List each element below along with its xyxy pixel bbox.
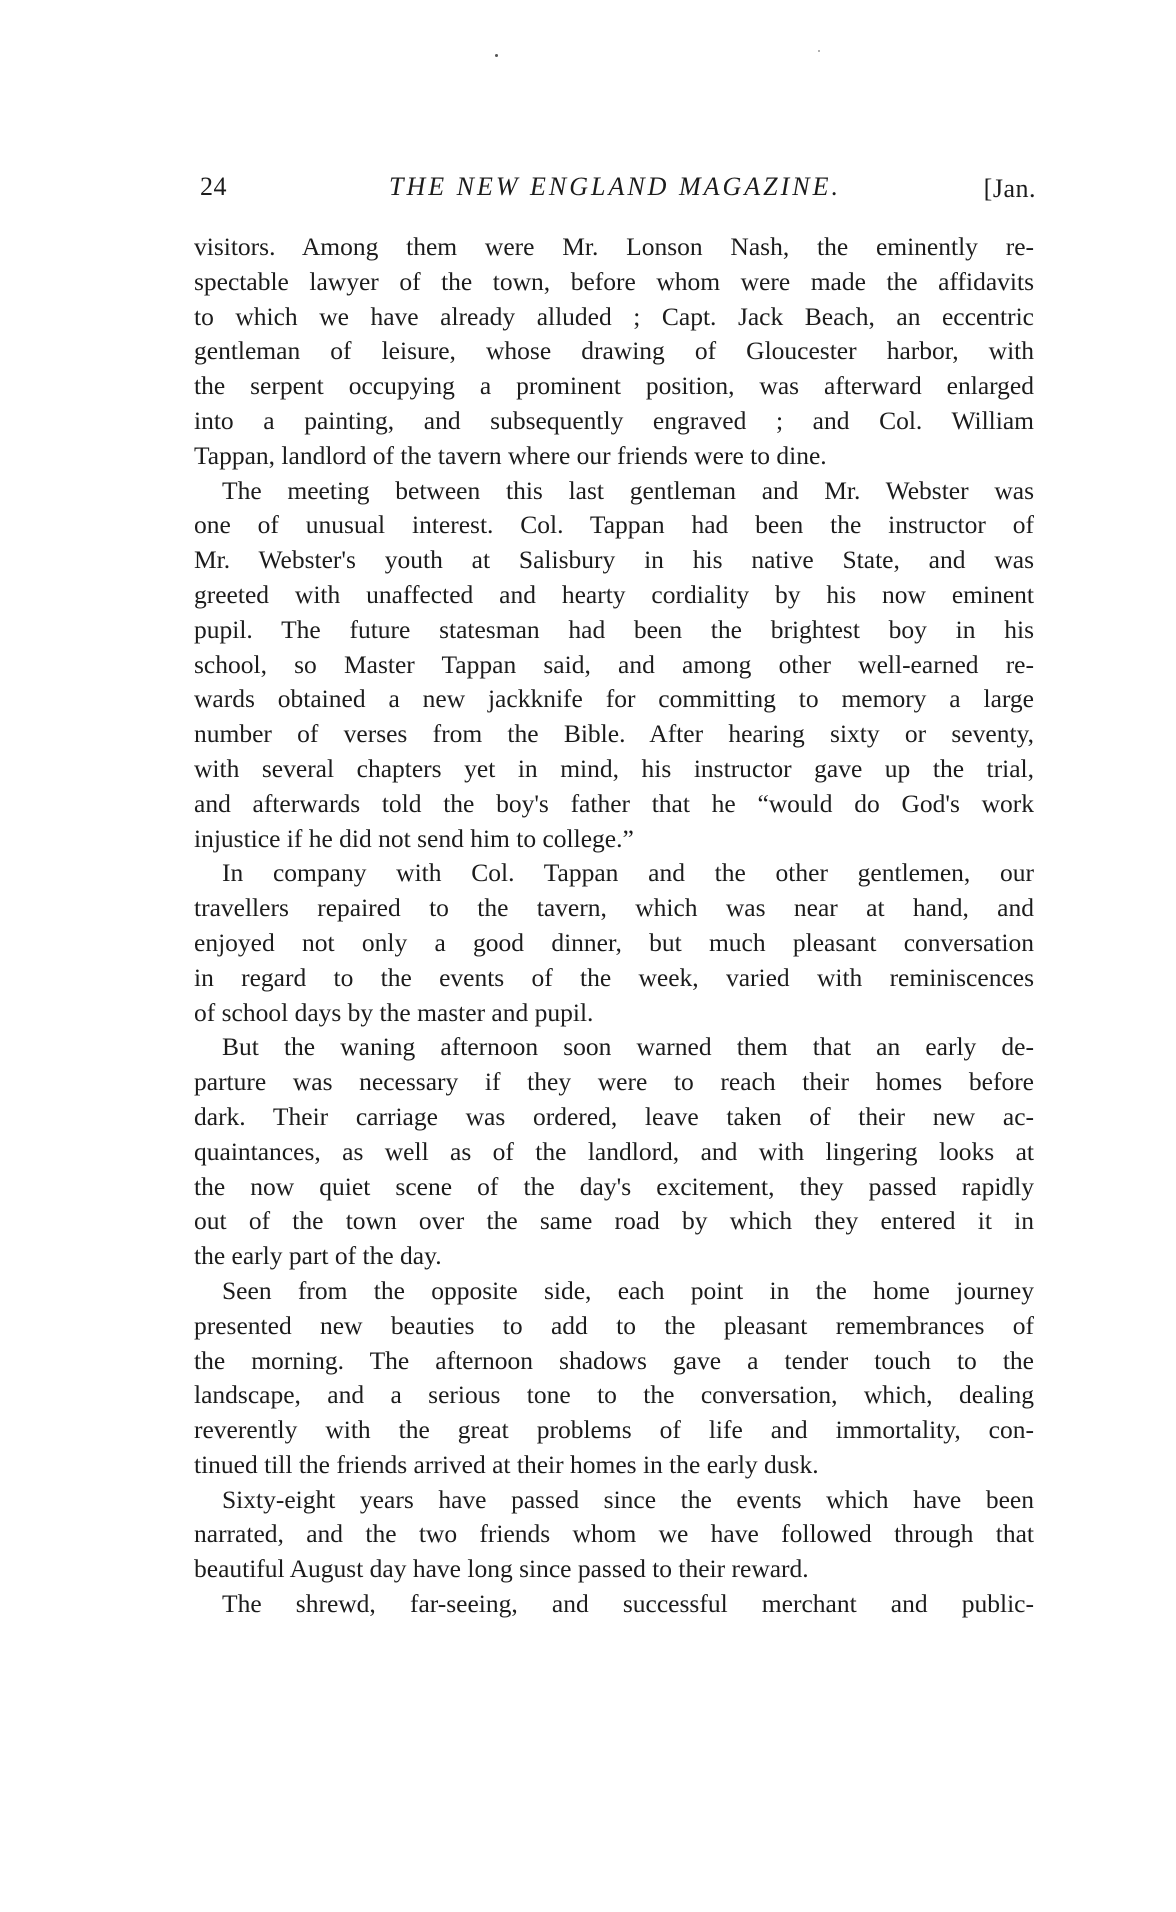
- paragraph-first-line: The shrewd, far-seeing, and successful merchant and public-: [222, 1589, 1034, 1619]
- text-line: wards obtained a new jackknife for committing to memory a large: [194, 684, 1034, 714]
- text-line: one of unusual interest. Col. Tappan had been the instructor of: [194, 510, 1034, 540]
- text-line: dark. Their carriage was ordered, leave taken of their new ac-: [194, 1101, 1034, 1131]
- text-line: enjoyed not only a good dinner, but much pleasant conversation: [194, 927, 1034, 957]
- text-line: travellers repaired to the tavern, which was near at hand, and: [194, 893, 1034, 923]
- text-line: the now quiet scene of the day's excitement, they passed rapidly: [194, 1171, 1034, 1201]
- text-line: the morning. The afternoon shadows gave a tender touch to the: [194, 1345, 1034, 1375]
- paragraph-first-line: The meeting between this last gentleman and Mr. Webster was: [222, 475, 1034, 505]
- running-title: THE NEW ENGLAND MAGAZINE.: [389, 172, 841, 201]
- paragraph-first-line: But the waning afternoon soon warned them that an early de-: [222, 1032, 1034, 1062]
- text-line: presented new beauties to add to the pleasant remembrances of: [194, 1310, 1034, 1340]
- text-line: reverently with the great problems of life and immortality, con-: [194, 1415, 1034, 1445]
- text-line: visitors. Among them were Mr. Lonson Nash, the eminently re-: [194, 232, 1034, 261]
- text-line: Tappan, landlord of the tavern where our friends were to dine.: [194, 440, 827, 470]
- page-header: [194, 172, 1036, 212]
- page-number: 24: [200, 172, 227, 201]
- text-line: gentleman of leisure, whose drawing of Gloucester harbor, with: [194, 336, 1034, 366]
- text-line: tinued till the friends arrived at their homes in the early dusk.: [194, 1449, 819, 1479]
- paragraph-first-line: In company with Col. Tappan and the other gentlemen, our: [222, 858, 1034, 888]
- text-line: pupil. The future statesman had been the brightest boy in his: [194, 614, 1034, 644]
- print-speck: [495, 54, 498, 57]
- issue-month: [Jan.: [983, 174, 1036, 203]
- text-line: the serpent occupying a prominent position, was afterward enlarged: [194, 371, 1034, 401]
- text-line: Mr. Webster's youth at Salisbury in his native State, and was: [194, 545, 1034, 575]
- article-body: [194, 230, 1034, 1622]
- text-line: school, so Master Tappan said, and among other well-earned re-: [194, 649, 1034, 679]
- text-line: number of verses from the Bible. After hearing sixty or seventy,: [194, 719, 1034, 749]
- text-line: parture was necessary if they were to reach their homes before: [194, 1067, 1034, 1097]
- text-line: out of the town over the same road by which they entered it in: [194, 1206, 1034, 1236]
- text-line: quaintances, as well as of the landlord, and with lingering looks at: [194, 1136, 1034, 1166]
- paragraph-first-line: Sixty-eight years have passed since the events which have been: [222, 1484, 1034, 1514]
- text-line: spectable lawyer of the town, before whom were made the affidavits: [194, 266, 1034, 296]
- text-line: of school days by the master and pupil.: [194, 997, 594, 1027]
- text-line: narrated, and the two friends whom we have followed through that: [194, 1519, 1034, 1549]
- text-line: landscape, and a serious tone to the conversation, which, dealing: [194, 1380, 1034, 1410]
- text-line: into a painting, and subsequently engraved ; and Col. William: [194, 405, 1034, 435]
- text-line: with several chapters yet in mind, his instructor gave up the trial,: [194, 753, 1034, 783]
- print-speck: [818, 50, 820, 52]
- text-line: and afterwards told the boy's father that he “would do God's work: [194, 788, 1034, 818]
- text-line: greeted with unaffected and hearty cordiality by his now eminent: [194, 579, 1034, 609]
- paragraph-first-line: Seen from the opposite side, each point in the home journey: [222, 1275, 1034, 1305]
- text-line: in regard to the events of the week, varied with reminiscences: [194, 962, 1034, 992]
- text-line: to which we have already alluded ; Capt. Jack Beach, an eccentric: [194, 301, 1034, 331]
- text-line: injustice if he did not send him to college.”: [194, 823, 634, 853]
- text-line: beautiful August day have long since passed to their reward.: [194, 1554, 809, 1584]
- text-line: the early part of the day.: [194, 1241, 442, 1271]
